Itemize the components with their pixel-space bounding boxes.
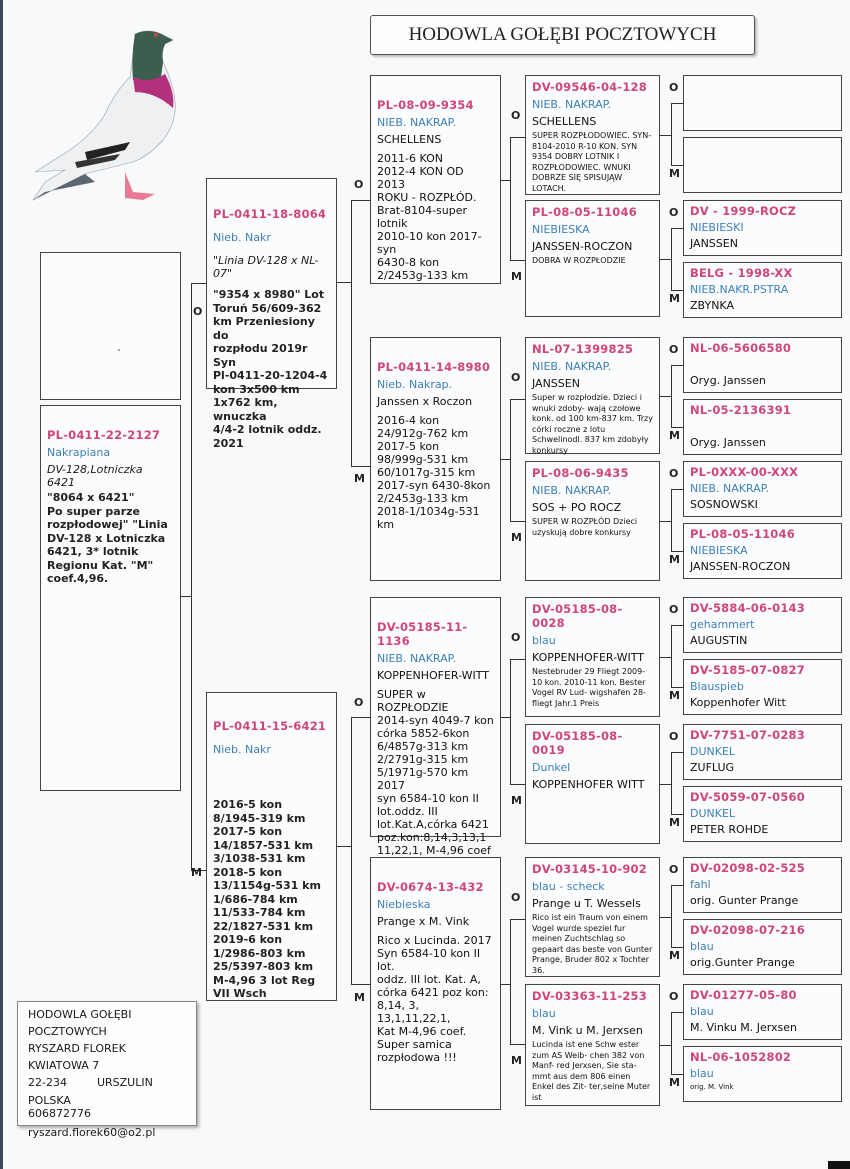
dam-label: M: [354, 472, 365, 485]
note-line: 2017-5 kon: [377, 440, 440, 453]
note-line: 3/1038-531 km: [213, 852, 306, 865]
connector-line: [671, 365, 683, 366]
connector-line: [671, 625, 672, 687]
connector-line: [671, 489, 683, 490]
gen3-card: [525, 200, 660, 317]
note-line: ROKU - ROZPŁÓD.: [377, 191, 477, 204]
ring-number: PL-08-09-9354: [377, 98, 474, 112]
note-line: rozpłodu 2019r Syn: [213, 342, 308, 369]
gen2-card: [370, 337, 501, 581]
note-line: 14/1857-531 km: [213, 838, 314, 852]
note-line: Toruń 56/609-362: [213, 301, 322, 315]
subject-card: [40, 405, 181, 791]
connector-line: [351, 984, 370, 985]
breeder-name: SOSNOWSKI: [690, 498, 758, 511]
notes: [377, 414, 494, 531]
note-line: DV-128 x Lotniczka: [47, 531, 166, 545]
color-desc: blau: [532, 634, 556, 647]
note-line: 22/1827-531 km: [213, 919, 314, 933]
note-line: kon 3x500 km: [213, 382, 300, 396]
color-desc: gehammert: [690, 618, 755, 631]
connector-line: [351, 717, 370, 718]
note-line: km Przeniesiony do: [213, 315, 315, 342]
contact-city: URSZULIN: [96, 1076, 153, 1089]
connector-line: [510, 521, 525, 522]
color-desc: blau: [690, 1067, 714, 1080]
gen3-card: [525, 337, 660, 454]
ring-number: DV-02098-07-216: [690, 923, 805, 937]
ring-number: PL-0411-15-6421: [213, 719, 327, 733]
sire-label: O: [511, 371, 521, 384]
connector-line: [337, 846, 352, 847]
father-card: [206, 178, 337, 450]
ring-number: DV-7751-07-0283: [690, 728, 805, 742]
lineage: "Linia DV-128 x NL-07": [213, 254, 319, 280]
color-desc: [690, 358, 835, 371]
color-desc: fahl: [690, 878, 711, 891]
note-line: coef.4,96.: [47, 572, 109, 585]
note-line: Pl-0411-20-1204-4: [213, 369, 328, 382]
note-line: rozpłodowej" "Linia: [47, 518, 168, 531]
color-desc: NIEB. NAKRAP.: [690, 482, 770, 495]
page-title: HODOWLA GOŁĘBI POCZTOWYCH: [370, 15, 755, 55]
breeder-name: orig. Gunter Prange: [690, 894, 799, 907]
note-line: VII Wsch: [213, 987, 267, 1000]
color-desc: NIEBIESKA: [532, 223, 590, 236]
gen4-card: [683, 659, 842, 715]
ring-number: NL-06-1052802: [690, 1050, 792, 1064]
gen4-card: [683, 399, 842, 455]
connector-line: [510, 137, 525, 138]
note-line: 6421, 3* lotnik: [47, 545, 139, 558]
breeder-name: KOPPENHOFER-WITT: [377, 669, 490, 682]
color-desc: [690, 420, 835, 433]
note-line: 2012-4 KON OD 2013: [377, 165, 464, 191]
breeder-name: ZUFLUG: [690, 761, 735, 774]
note-line: Regionu Kat. "M": [47, 558, 154, 572]
notes: SUPER ROZPŁODOWIEC. SYN-8104-2010 R-10 KON. SYN 9354 DOBRY LOTNIK I ROZPŁODOWIEC. WNUKI DOBRZE SIĘ SPISUJĄW LOTACH.: [532, 131, 652, 193]
sire-label: O: [669, 863, 679, 876]
color-desc: blau: [690, 940, 714, 953]
connector-line: [510, 260, 525, 261]
ring-number: NL-06-5606580: [690, 341, 792, 355]
connector-line: [671, 365, 672, 427]
ring-number: DV-03145-10-902: [532, 862, 647, 876]
color-desc: Niebieska: [377, 898, 431, 911]
gen4-card: [683, 523, 842, 579]
breeder-name: JANSSEN-ROCZON: [690, 560, 791, 573]
connector-line: [191, 283, 192, 871]
notes: Nestebruder 29 Fliegt 2009-10 kon. 2010-11 kon. Bester Vogel RV Lud- wigshafen 28-fliegt Jahr.1 Preis: [532, 667, 646, 708]
contact-title: HODOWLA GOŁĘBI POCZTOWYCH: [28, 1008, 132, 1038]
ring-number: PL-08-05-11046: [532, 205, 637, 219]
connector-line: [671, 103, 672, 165]
color-desc: Nakrapiana: [47, 446, 111, 459]
connector-line: [510, 659, 511, 784]
note-line: 5/1971g-570 km 2017: [377, 766, 469, 792]
ring-number: PL-0411-18-8064: [213, 207, 327, 221]
gen4-card: [683, 461, 842, 517]
connector-line: [671, 885, 683, 886]
note-line: 1/686-784 km: [213, 892, 298, 906]
sire-label: O: [669, 730, 679, 743]
photo-frame: [40, 252, 181, 400]
ring-number: DV-02098-02-525: [690, 861, 805, 875]
note-line: 11/533-784 km: [213, 906, 306, 919]
contact-street: KWIATOWA 7: [28, 1059, 100, 1072]
dam-label: M: [511, 531, 522, 544]
note-line: 1/2986-803 km: [213, 946, 306, 960]
connector-line: [671, 165, 683, 166]
note-line: "9354 x 8980" Lot: [213, 288, 325, 301]
ring-number: PL-08-05-11046: [690, 527, 795, 541]
note-line: 2014-syn 4049-7 kon: [377, 714, 494, 727]
note-line: 2021: [213, 436, 244, 450]
breeder-name: KOPPENHOFER-WITT: [532, 651, 645, 664]
gen4-card: [683, 137, 842, 193]
scan-mark: [828, 1161, 850, 1169]
breeder-name: M. Vinku M. Jerxsen: [690, 1021, 797, 1034]
dam-label: M: [669, 167, 680, 180]
dam-label: M: [511, 270, 522, 283]
note-line: 2017-5 kon: [213, 825, 283, 838]
breeder-name: SCHELLENS: [532, 115, 597, 128]
notes: Lucinda ist ene Schw ester zum AS Weib- chen 382 von Manf- red Jerxsen, Sie sta- mmt aus dem 806 einen Enkel des Zit- ter,seine Muter ist: [532, 1040, 651, 1102]
color-desc: DUNKEL: [690, 745, 736, 758]
note-line: 60/1017g-315 km: [377, 466, 476, 479]
connector-line: [510, 1044, 525, 1045]
color-desc: [690, 82, 835, 95]
note-line: 8/1945-319 km: [213, 811, 306, 825]
note-line: 11,22,1, M-4,96 coef: [377, 844, 491, 857]
connector-line: [671, 228, 672, 290]
color-desc: NIEB. NAKRAP.: [377, 652, 457, 665]
connector-line: [351, 200, 352, 467]
ring-number: DV-5059-07-0560: [690, 790, 805, 804]
connector-line: [510, 919, 525, 920]
note-line: 24/912g-762 km: [377, 427, 469, 440]
note-line: 2/2453g-133 km: [377, 492, 469, 505]
sire-label: O: [193, 305, 203, 318]
gen4-card: [683, 200, 842, 256]
breeder-name: KOPPENHOFER WITT: [532, 778, 645, 791]
notes: [377, 152, 494, 282]
sire-label: O: [511, 109, 521, 122]
contact-postcode: 22-234: [28, 1076, 67, 1089]
connector-line: [510, 399, 525, 400]
color-desc: NIEBIESKI: [690, 221, 744, 234]
notes: [377, 934, 494, 1064]
sire-label: O: [511, 891, 521, 904]
gen3-card: [525, 984, 660, 1106]
connector-line: [671, 752, 672, 814]
dam-label: M: [511, 794, 522, 807]
breeder-name: orig.Gunter Prange: [690, 956, 795, 969]
connector-line: [671, 427, 683, 428]
ring-number: PL-0411-22-2127: [47, 428, 161, 442]
dam-label: M: [669, 816, 680, 829]
color-desc: NIEB. NAKRAP.: [532, 360, 612, 373]
note-line: 2017-syn 6430-8kon: [377, 479, 491, 492]
sire-label: O: [669, 206, 679, 219]
sire-label: O: [354, 178, 364, 191]
contact-name: RYSZARD FLOREK: [28, 1042, 126, 1055]
connector-line: [671, 1074, 683, 1075]
note-line: lot.oddz. III: [377, 805, 438, 818]
ring-number: PL-0XXX-00-XXX: [690, 465, 799, 479]
connector-line: [351, 717, 352, 985]
ring-number: DV - 1999-ROCZ: [690, 204, 797, 218]
connector-line: [671, 551, 683, 552]
color-desc: blau - scheck: [532, 880, 605, 893]
note-line: 6430-8 kon: [377, 256, 440, 269]
gen4-card: [683, 786, 842, 842]
connector-line: [671, 290, 683, 291]
note-line: SUPER w ROZPŁODZIE: [377, 688, 449, 714]
color-desc: Nieb. Nakr: [213, 743, 271, 756]
note-line: 1x762 km, wnuczka: [213, 396, 278, 423]
ring-number: DV-5884-06-0143: [690, 601, 805, 615]
gen3-card: [525, 75, 660, 195]
dam-label: M: [191, 866, 202, 879]
breeder-name: Koppenhofer Witt: [690, 696, 786, 709]
connector-line: [671, 814, 683, 815]
ring-number: DV-09546-04-128: [532, 80, 647, 94]
breeder-name: SCHELLENS: [377, 133, 442, 146]
note-line: 2019-6 kon: [213, 933, 283, 946]
mother-card: [206, 692, 337, 1001]
scan-edge: [0, 0, 3, 1169]
sire-label: O: [669, 603, 679, 616]
breeder-name: Prange u T. Wessels: [532, 897, 641, 910]
color-desc: NIEBIESKA: [690, 544, 748, 557]
color-desc: Dunkel: [532, 761, 571, 774]
connector-line: [510, 659, 525, 660]
color-desc: blau: [532, 1007, 556, 1020]
connector-line: [671, 1012, 683, 1013]
connector-line: [671, 489, 672, 551]
connector-line: [510, 784, 525, 785]
note-line: 2/2453g-133 km: [377, 269, 469, 282]
notes: [377, 688, 494, 857]
note-line: córka 6421 poz kon:: [377, 986, 489, 999]
breeder-name: ZBYNKA: [690, 299, 734, 312]
connector-line: [671, 1012, 672, 1074]
connector-line: [671, 625, 683, 626]
gen4-card: [683, 597, 842, 653]
photo-mark: ": [117, 348, 121, 357]
dam-label: M: [511, 1054, 522, 1067]
breeder-name: JANSSEN: [532, 377, 580, 390]
breeder-name: PETER ROHDE: [690, 823, 769, 836]
sire-label: O: [511, 631, 521, 644]
note-line: rozpłodowa !!!: [377, 1051, 457, 1064]
note-line: syn 6584-10 kon II: [377, 792, 479, 805]
ring-number: PL-0411-14-8980: [377, 360, 491, 374]
note-line: Po super parze: [47, 504, 141, 518]
note-line: Syn 6584-10 kon II lot.: [377, 947, 481, 973]
note-line: 13/1154g-531 km: [213, 879, 321, 892]
sire-label: O: [669, 81, 679, 94]
breeder-name: Oryg. Janssen: [690, 436, 766, 449]
gen4-card: [683, 262, 842, 318]
connector-line: [510, 919, 511, 1044]
connector-line: [671, 687, 683, 688]
connector-line: [510, 137, 511, 260]
connector-line: [671, 228, 683, 229]
note-line: 4/4-2 lotnik oddz.: [213, 423, 322, 436]
gen4-card: [683, 724, 842, 780]
color-desc: blau: [690, 1005, 714, 1018]
note-line: poz.kon:8,14,3,13,1: [377, 831, 487, 844]
note-line: lot.Kat.A,córka 6421: [377, 818, 489, 831]
breeder-name: M. Vink u M. Jerxsen: [532, 1024, 643, 1037]
color-desc: Nieb. Nakr: [213, 231, 271, 244]
gen4-card: [683, 857, 842, 913]
notes: SUPER W ROZPŁÓD Dzieci uzyskują dobre konkursy: [532, 517, 638, 537]
lineage: DV-128,Lotniczka 6421: [47, 463, 143, 489]
gen3-card: [525, 724, 660, 844]
note-line: 6/4857g-313 km: [377, 740, 469, 753]
note-line: M-4,96 3 lot Reg: [213, 973, 316, 987]
note-line: Kat M-4,96 coef.: [377, 1025, 467, 1038]
connector-line: [351, 466, 370, 467]
gen3-card: [525, 857, 660, 977]
connector-line: [671, 752, 683, 753]
gen4-card: [683, 75, 842, 131]
note-line: "8064 x 6421": [47, 491, 135, 504]
breeder-name: JANSSEN: [690, 237, 738, 250]
note-line: oddz. III lot. Kat. A,: [377, 973, 481, 986]
note-line: Brat-8104-super lotnik: [377, 204, 468, 230]
gen4-card: [683, 984, 842, 1040]
ring-number: NL-05-2136391: [690, 403, 792, 417]
note-line: 2018-5 kon: [213, 865, 283, 879]
notes: DOBRA W ROZPŁODZIE: [532, 256, 626, 265]
breeder-name: Oryg. Janssen: [690, 374, 766, 387]
breeder-name: Janssen x Roczon: [377, 395, 473, 408]
ring-number: PL-08-06-9435: [532, 466, 629, 480]
note-line: 2018-1/1034g-531 km: [377, 505, 480, 531]
ring-number: DV-03363-11-253: [532, 989, 647, 1003]
color-desc: NIEB.NAKR.PSTRA: [690, 283, 789, 296]
gen2-card: [370, 75, 501, 284]
note-line: 25/5397-803 km: [213, 960, 314, 973]
note-line: córka 5852-6kon: [377, 727, 470, 740]
dam-label: M: [354, 991, 365, 1004]
sire-label: O: [669, 467, 679, 480]
connector-line: [671, 103, 683, 104]
gen4-card: [683, 337, 842, 393]
contact-phone: 606872776: [28, 1107, 91, 1120]
sire-label: O: [354, 696, 364, 709]
color-desc: NIEB. NAKRAP.: [377, 116, 457, 129]
breeder-name: JANSSEN-ROCZON: [532, 240, 633, 253]
connector-line: [510, 399, 511, 521]
gen4-card: [683, 919, 842, 975]
note-line: 2011-6 KON: [377, 152, 443, 165]
pigeon-photo: [25, 22, 185, 202]
color-desc: Nieb. Nakrap.: [377, 378, 453, 391]
color-desc: Blauspieb: [690, 680, 744, 693]
dam-label: M: [669, 689, 680, 702]
sire-label: O: [669, 343, 679, 356]
color-desc: DUNKEL: [690, 807, 736, 820]
breeder-name: AUGUSTIN: [690, 634, 748, 647]
connector-line: [671, 885, 672, 947]
gen2-card: [370, 857, 501, 1110]
gen2-card: [370, 597, 501, 857]
breeder-contact: [17, 1001, 197, 1139]
color-desc: NIEB. NAKRAP.: [532, 98, 612, 111]
ring-number: DV-0674-13-432: [377, 880, 484, 894]
ring-number: BELG - 1998-XX: [690, 266, 793, 280]
gen3-card: [525, 461, 660, 581]
note-line: Rico x Lucinda. 2017: [377, 934, 492, 947]
notes: Super w rozpłodzie. Dzieci i wnuki zdoby- wają czołowe konk. od 100 km-837 km. Trzy córki roczne z lotu Schwelinodl. 837 km zdobyły konkursy: [532, 393, 653, 455]
connector-line: [351, 200, 370, 201]
connector-line: [671, 947, 683, 948]
note-line: 2016-5 kon: [213, 798, 283, 811]
note-line: 2/2791g-315 km: [377, 753, 469, 766]
note-line: 2016-4 kon: [377, 414, 440, 427]
gen4-card: [683, 1046, 842, 1102]
ring-number: DV-05185-08-0019: [532, 729, 623, 757]
dam-label: M: [669, 429, 680, 442]
ring-number: DV-05185-08-0028: [532, 602, 623, 630]
contact-email[interactable]: ryszard.florek60@o2.pl: [28, 1126, 156, 1139]
dam-label: M: [669, 949, 680, 962]
gen3-card: [525, 597, 660, 717]
connector-line: [191, 283, 206, 284]
breeder-name: orig. M. Vink: [690, 1083, 734, 1091]
color-desc: [690, 144, 835, 157]
color-desc: NIEB. NAKRAP.: [532, 484, 612, 497]
note-line: 2010-10 kon 2017-syn: [377, 230, 482, 256]
ring-number: DV-5185-07-0827: [690, 663, 805, 677]
note-line: 8,14, 3, 13,1,11,22,1,: [377, 999, 451, 1025]
dam-label: M: [669, 1076, 680, 1089]
note-line: Super samica: [377, 1038, 452, 1051]
notes: Rico ist ein Traum von einem Vogel wurde speziel fur meinen Zuchtschlag so gepaart das beste von Gunter Prange, Bruder 802 x Tochter 36.: [532, 913, 653, 975]
dam-label: M: [669, 292, 680, 305]
breeder-name: SOS + PO ROCZ: [532, 501, 622, 514]
breeder-name: Prange x M. Vink: [377, 915, 470, 928]
sire-label: O: [669, 990, 679, 1003]
connector-line: [337, 282, 352, 283]
contact-country: POLSKA: [28, 1094, 71, 1107]
ring-number: DV-01277-05-80: [690, 988, 797, 1002]
dam-label: M: [669, 553, 680, 566]
ring-number: DV-05185-11-1136: [377, 620, 468, 648]
note-line: 98/999g-531 km: [377, 453, 469, 466]
ring-number: NL-07-1399825: [532, 342, 634, 356]
